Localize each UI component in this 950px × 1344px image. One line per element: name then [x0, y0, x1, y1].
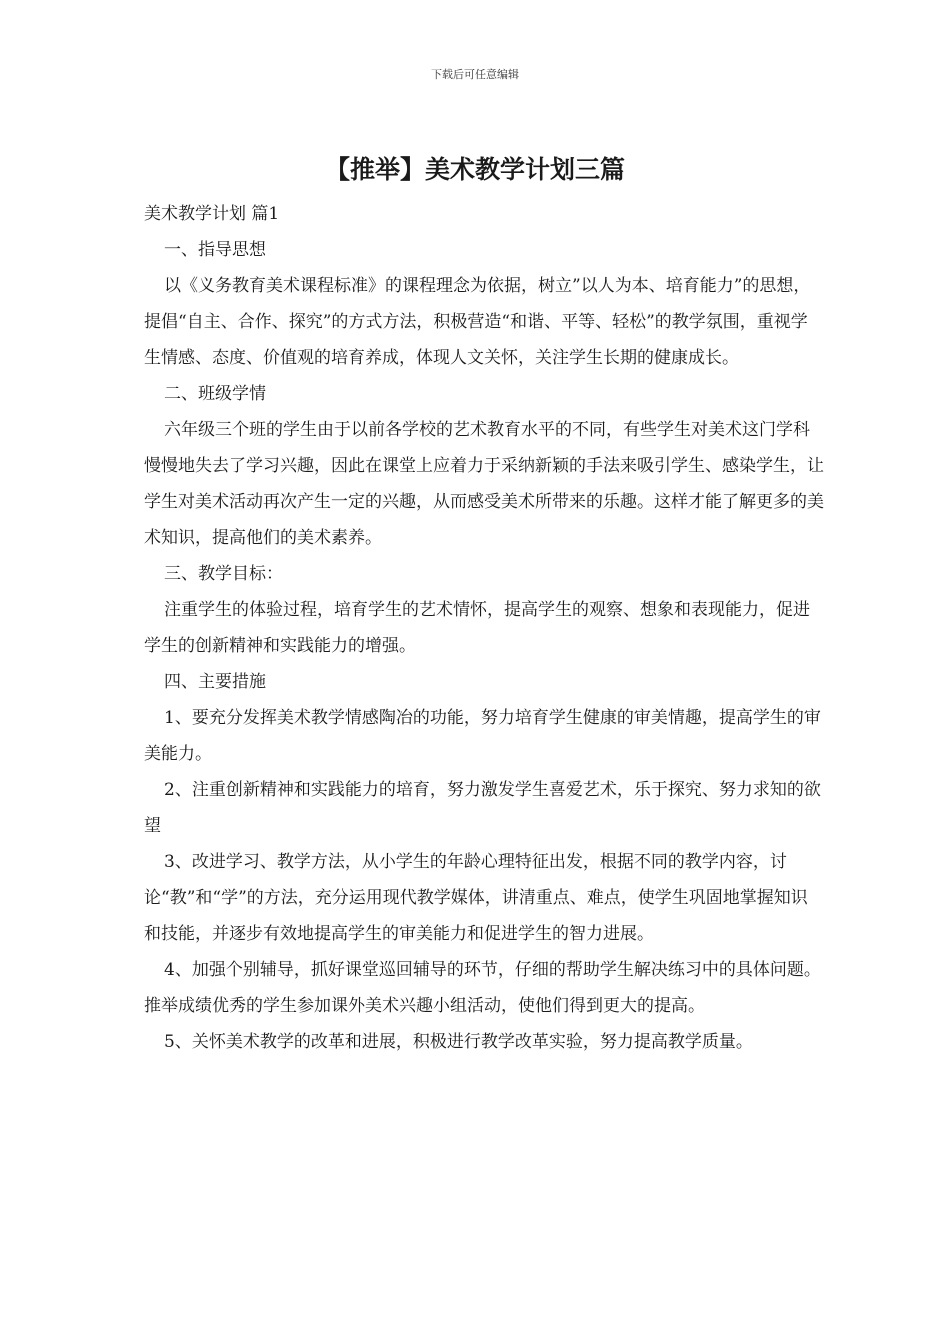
section-heading-class-situation: 二、班级学情	[164, 384, 266, 404]
section-heading-main-measures: 四、主要措施	[164, 672, 266, 692]
measure-item-4: 4、加强个别辅导，抓好课堂巡回辅导的环节，仔细的帮助学生解决练习中的具体问题。推举成绩优秀的学生参加课外美术兴趣小组活动，使他们得到更大的提高。	[144, 960, 821, 1016]
header-note: 下载后可任意编辑	[431, 68, 519, 81]
section-text-guiding-thought: 以《义务教育美术课程标准》的课程理念为依据，树立”以人为本、培育能力”的思想，提倡“自主、合作、探究”的方式方法，积极营造“和谐、平等、轻松”的教学氛围，重视学生情感、态度、价值观的培育养成，体现人文关怀，关注学生长期的健康成长。	[144, 276, 811, 368]
measure-item-2: 2、注重创新精神和实践能力的培育，努力激发学生喜爱艺术，乐于探究、努力求知的欲望	[144, 780, 821, 836]
measure-item-1: 1、要充分发挥美术教学情感陶冶的功能，努力培育学生健康的审美情趣，提高学生的审美能力。	[144, 708, 821, 764]
section-text-teaching-goals: 注重学生的体验过程，培育学生的艺术情怀，提高学生的观察、想象和表现能力，促进学生的创新精神和实践能力的增强。	[144, 600, 810, 656]
section-heading-teaching-goals: 三、教学目标：	[164, 564, 283, 584]
document-body	[144, 196, 824, 1060]
measure-item-5: 5、关怀美术教学的改革和进展，积极进行教学改革实验，努力提高教学质量。	[164, 1032, 753, 1052]
document-title: 【推举】美术教学计划三篇	[324, 155, 625, 184]
measure-item-3: 3、改进学习、教学方法，从小学生的年龄心理特征出发，根据不同的教学内容，讨论“教”和“学”的方法，充分运用现代教学媒体，讲清重点、难点，使学生巩固地掌握知识和技能，并逐步有效地提高学生的审美能力和促进学生的智力进展。	[144, 852, 808, 944]
section-heading-guiding-thought: 一、指导思想	[164, 240, 266, 260]
section-text-class-situation: 六年级三个班的学生由于以前各学校的艺术教育水平的不同，有些学生对美术这门学科慢慢地失去了学习兴趣，因此在课堂上应着力于采纳新颖的手法来吸引学生、感染学生，让学生对美术活动再次产生一定的兴趣，从而感受美术所带来的乐趣。这样才能了解更多的美术知识，提高他们的美术素养。	[144, 420, 824, 548]
plan-subtitle: 美术教学计划 篇1	[144, 204, 280, 224]
